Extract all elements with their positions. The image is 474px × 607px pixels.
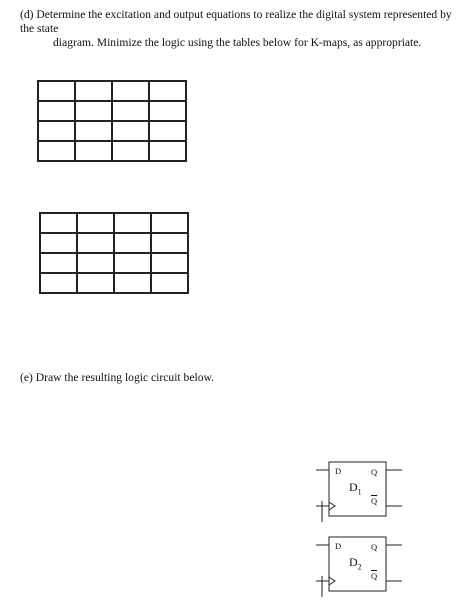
q-bar-output-label: $\overline{Q}$ — [371, 496, 378, 506]
kmap-cell[interactable] — [112, 141, 149, 161]
kmap-cell[interactable] — [77, 273, 114, 293]
d-flip-flop-1 — [316, 462, 406, 522]
kmap-cell[interactable] — [40, 253, 77, 273]
kmap-cell[interactable] — [40, 273, 77, 293]
kmap-cell[interactable] — [75, 81, 112, 101]
kmap-cell[interactable] — [114, 213, 151, 233]
kmap-row — [40, 253, 188, 273]
kmap-cell[interactable] — [75, 141, 112, 161]
flip-flop-letter: D — [349, 480, 358, 494]
part-e-text: (e) Draw the resulting logic circuit below. — [20, 371, 215, 384]
kmap-cell[interactable] — [77, 213, 114, 233]
flip-flop-subscript: 1 — [357, 487, 362, 497]
kmap-cell[interactable] — [149, 141, 186, 161]
kmap-row — [40, 213, 188, 233]
d-input-label: D — [335, 541, 342, 551]
q-output-label: Q — [371, 542, 378, 552]
kmap-cell[interactable] — [38, 141, 75, 161]
kmap-cell[interactable] — [77, 253, 114, 273]
kmap-cell[interactable] — [151, 253, 188, 273]
d-input-label: D — [335, 466, 342, 476]
flip-flop-name — [349, 481, 362, 498]
kmap-row — [40, 233, 188, 253]
kmap-cell[interactable] — [40, 213, 77, 233]
kmap-row — [38, 101, 186, 121]
kmap-row — [38, 81, 186, 101]
kmap-table-1 — [37, 80, 187, 162]
kmap-cell[interactable] — [114, 233, 151, 253]
d-flip-flop-2 — [316, 537, 406, 597]
kmap-cell[interactable] — [149, 81, 186, 101]
flip-flop-subscript: 2 — [357, 562, 362, 572]
part-d-prompt — [20, 8, 460, 50]
part-e-prompt — [20, 371, 214, 385]
kmap-cell[interactable] — [77, 233, 114, 253]
part-d-line-2: diagram. Minimize the logic using the tables below for K-maps, as appropriate. — [53, 36, 422, 49]
kmap-cell[interactable] — [149, 101, 186, 121]
kmap-cell[interactable] — [151, 273, 188, 293]
kmap-cell[interactable] — [38, 101, 75, 121]
kmap-cell[interactable] — [114, 253, 151, 273]
kmap-row — [40, 273, 188, 293]
kmap-cell[interactable] — [112, 81, 149, 101]
kmap-cell[interactable] — [112, 101, 149, 121]
kmap-cell[interactable] — [151, 213, 188, 233]
kmap-cell[interactable] — [149, 121, 186, 141]
kmap-row — [38, 121, 186, 141]
kmap-cell[interactable] — [75, 101, 112, 121]
q-output-label: Q — [371, 467, 378, 477]
flip-flop-letter: D — [349, 555, 358, 569]
kmap-cell[interactable] — [75, 121, 112, 141]
kmap-cell[interactable] — [38, 81, 75, 101]
kmap-cell[interactable] — [114, 273, 151, 293]
kmap-cell[interactable] — [38, 121, 75, 141]
kmap-cell[interactable] — [40, 233, 77, 253]
kmap-row — [38, 141, 186, 161]
flip-flop-name — [349, 556, 362, 573]
kmap-cell[interactable] — [112, 121, 149, 141]
kmap-cell[interactable] — [151, 233, 188, 253]
part-d-line-1: (d) Determine the excitation and output equations to realize the digital system represented by the state — [20, 8, 452, 35]
q-bar-output-label: $\overline{Q}$ — [371, 571, 378, 581]
kmap-table-2 — [39, 212, 189, 294]
